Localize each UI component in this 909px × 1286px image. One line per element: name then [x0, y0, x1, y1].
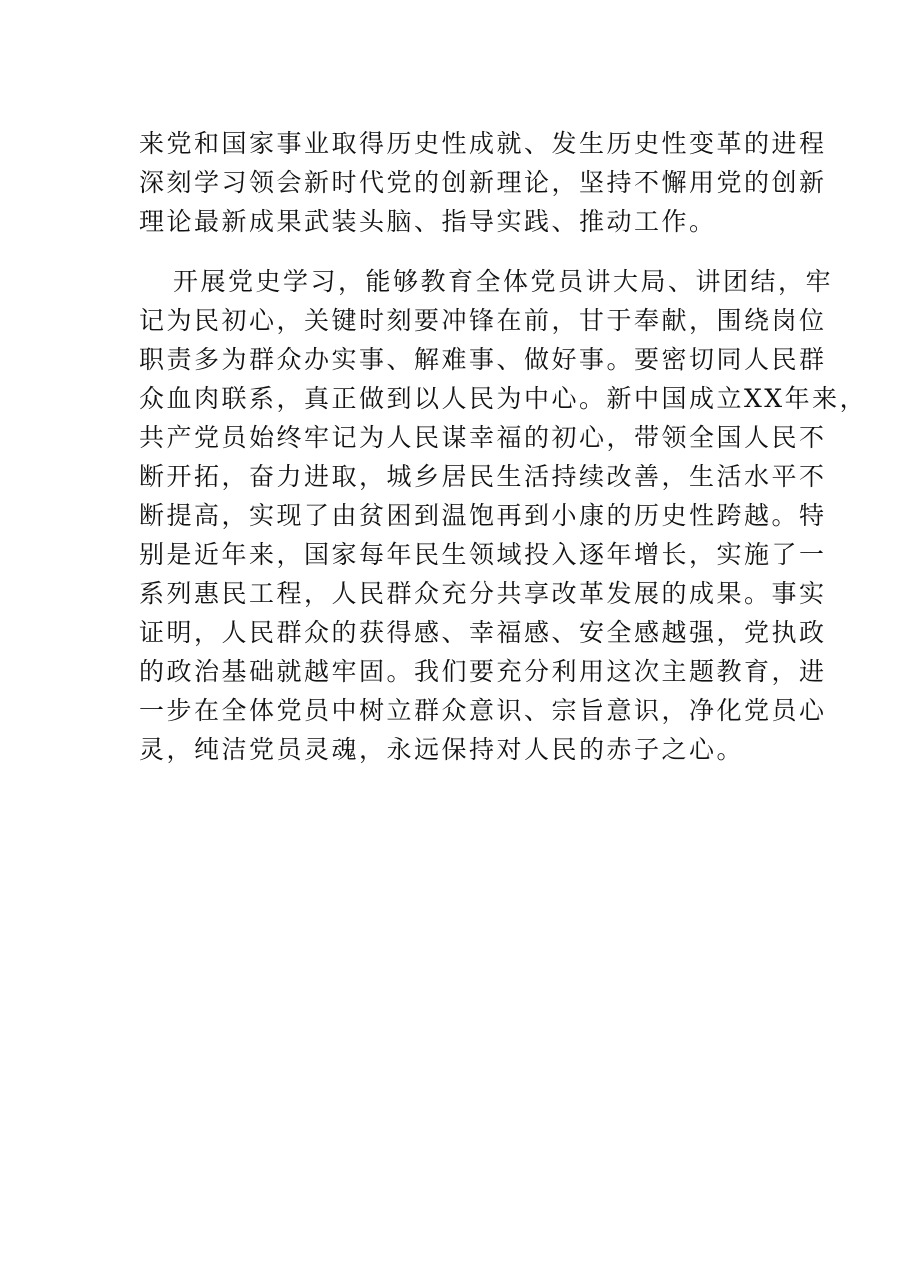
paragraph-line: 来党和国家事业取得历史性成就、发生历史性变革的进程 — [139, 129, 827, 158]
paragraph-line: 众血肉联系，真正做到以人民为中心。新中国成立XX年来， — [139, 384, 868, 413]
paragraph-line: 一步在全体党员中树立群众意识、宗旨意识，净化党员心 — [139, 696, 827, 725]
paragraph-line: 断提高，实现了由贫困到温饱再到小康的历史性跨越。特 — [139, 501, 827, 530]
paragraph-line: 系列惠民工程，人民群众充分共享改革发展的成果。事实 — [139, 579, 827, 608]
paragraph-line: 共产党员始终牢记为人民谋幸福的初心，带领全国人民不 — [139, 423, 827, 452]
paragraph-line: 职责多为群众办实事、解难事、做好事。要密切同人民群 — [139, 345, 827, 374]
document-body — [139, 124, 868, 769]
paragraph-1 — [139, 124, 827, 241]
paragraph-line: 断开拓，奋力进取，城乡居民生活持续改善，生活水平不 — [139, 462, 827, 491]
paragraph-line: 证明，人民群众的获得感、幸福感、安全感越强，党执政 — [139, 618, 827, 647]
paragraph-line: 的政治基础就越牢固。我们要充分利用这次主题教育，进 — [139, 657, 827, 686]
paragraph-line: 记为民初心，关键时刻要冲锋在前，甘于奉献，围绕岗位 — [139, 306, 827, 335]
paragraph-line: 灵，纯洁党员灵魂，永远保持对人民的赤子之心。 — [139, 735, 745, 764]
paragraph-2 — [139, 262, 868, 769]
paragraph-line: 深刻学习领会新时代党的创新理论，坚持不懈用党的创新 — [139, 168, 827, 197]
paragraph-line: 别是近年来，国家每年民生领域投入逐年增长，实施了一 — [139, 540, 827, 569]
paragraph-line: 理论最新成果武装头脑、指导实践、推动工作。 — [139, 207, 717, 236]
paragraph-spacer — [139, 241, 779, 262]
paragraph-line: 开展党史学习，能够教育全体党员讲大局、讲团结，牢 — [173, 267, 834, 296]
